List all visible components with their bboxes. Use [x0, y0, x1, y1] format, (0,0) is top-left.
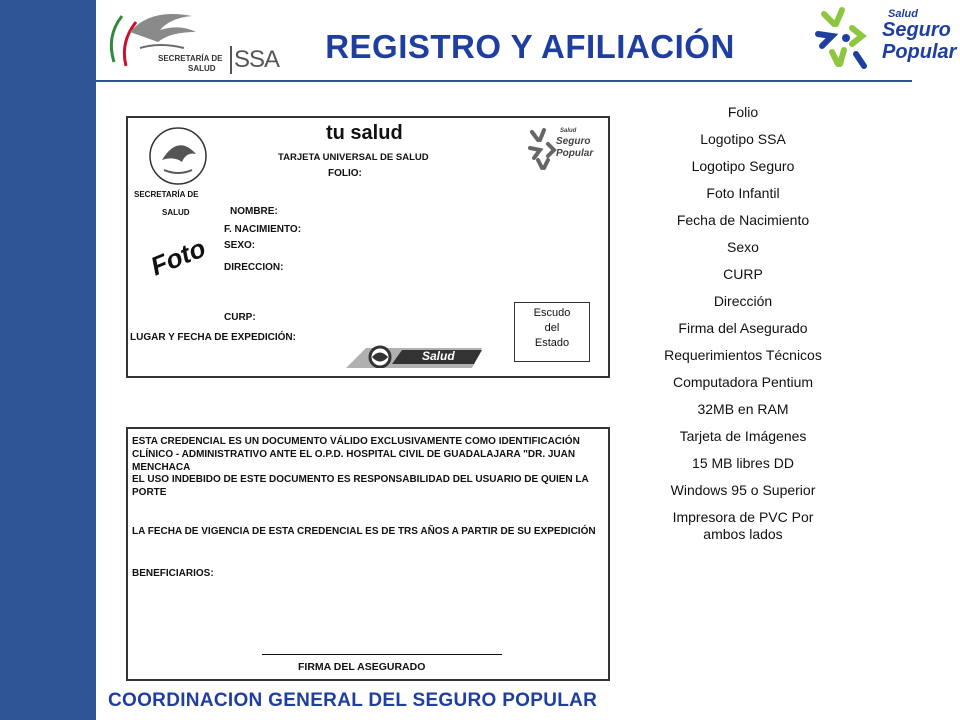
card-photo-placeholder: Foto [146, 232, 210, 282]
list-item: Impresora de PVC Por ambos lados [672, 509, 814, 542]
mexican-seal-icon [140, 124, 216, 188]
header-divider [32, 80, 912, 82]
card-field-direccion: DIRECCION: [224, 262, 284, 273]
salud-band-text: Salud [422, 349, 455, 363]
footer-text: COORDINACION GENERAL DEL SEGURO POPULAR [108, 690, 598, 711]
card-front [126, 116, 610, 378]
escudo-line3: Estado [534, 337, 570, 349]
list-item: Foto Infantil [706, 185, 780, 201]
list-item: Dirección [713, 293, 773, 309]
escudo-line2: del [544, 322, 560, 334]
seguro-popular-figures-icon [812, 6, 882, 72]
list-item: Firma del Asegurado [678, 320, 808, 336]
card-back [126, 427, 610, 681]
card-sp-figures-icon [526, 126, 560, 170]
list-item: Fecha de Nacimiento [676, 212, 810, 228]
card-sp-line1: Seguro [556, 136, 591, 147]
list-item: Computadora Pentium [672, 374, 814, 390]
seguro-popular-logo-line1: Seguro [882, 19, 951, 41]
ssa-logo-mark: SSA [234, 46, 280, 73]
salud-band [346, 344, 482, 368]
signature-line [262, 654, 502, 655]
card-field-lugar-fecha: LUGAR Y FECHA DE EXPEDICIÓN: [130, 332, 296, 343]
seguro-popular-logo-small: Salud [888, 8, 918, 20]
page-title: REGISTRO Y AFILIACIÓN [325, 28, 735, 65]
card-back-paragraph-1: ESTA CREDENCIAL ES UN DOCUMENTO VÁLIDO EXCLUSIVAMENTE COMO IDENTIFICACIÓN CLÍNICO - ADMINISTRATIVO ANTE EL O.P.D. HOSPITAL CIVIL DE GUADALAJARA "DR. JUAN MENCHACA [132, 436, 580, 473]
list-item: Tarjeta de Imágenes [679, 428, 807, 444]
list-item: 15 MB libres DD [692, 455, 794, 471]
list-item: Logotipo SSA [700, 131, 786, 147]
card-back-paragraph-3: LA FECHA DE VIGENCIA DE ESTA CREDENCIAL ES DE TRS AÑOS A PARTIR DE SU EXPEDICIÓN [132, 526, 596, 537]
ssa-logo-line2: SALUD [188, 64, 216, 73]
card-back-paragraph-2: EL USO INDEBIDO DE ESTE DOCUMENTO ES RESPONSABILIDAD DEL USUARIO DE QUIEN LA PORTE [132, 474, 589, 498]
card-org-line1: SECRETARÍA DE [134, 190, 199, 199]
seguro-popular-logo [812, 6, 957, 72]
list-item: Folio [727, 104, 759, 120]
list-item: CURP [723, 266, 763, 282]
card-folio-label: FOLIO: [328, 168, 362, 179]
left-sidebar-band [0, 0, 96, 720]
ssa-logo [100, 2, 280, 76]
card-field-curp: CURP: [224, 312, 256, 323]
card-field-sexo: SEXO: [224, 240, 256, 251]
requirements-list [660, 104, 826, 553]
ssa-logo-line1: SECRETARÍA DE [158, 54, 223, 63]
list-item: Logotipo Seguro [691, 158, 795, 174]
card-org-line2: SALUD [162, 208, 190, 217]
card-sp-line2: Popular [556, 148, 594, 159]
card-sp-logo [526, 126, 596, 176]
list-item: Requerimientos Técnicos [664, 347, 822, 363]
list-item: Windows 95 o Superior [670, 482, 816, 498]
escudo-del-estado-box [514, 302, 590, 362]
escudo-line1: Escudo [533, 307, 571, 319]
card-brand: tu salud [326, 122, 403, 144]
card-field-nacimiento: F. NACIMIENTO: [224, 224, 302, 235]
list-item: 32MB en RAM [697, 401, 789, 417]
card-back-beneficiarios: BENEFICIARIOS: [132, 568, 214, 579]
card-subtitle: TARJETA UNIVERSAL DE SALUD [278, 152, 429, 163]
salud-swoosh-icon [346, 344, 482, 368]
seguro-popular-logo-line2: Popular [882, 41, 957, 63]
list-item: Sexo [727, 239, 759, 255]
card-sp-small: Salud [560, 128, 577, 134]
card-field-nombre: NOMBRE: [230, 206, 278, 217]
signature-label: FIRMA DEL ASEGURADO [298, 661, 426, 673]
